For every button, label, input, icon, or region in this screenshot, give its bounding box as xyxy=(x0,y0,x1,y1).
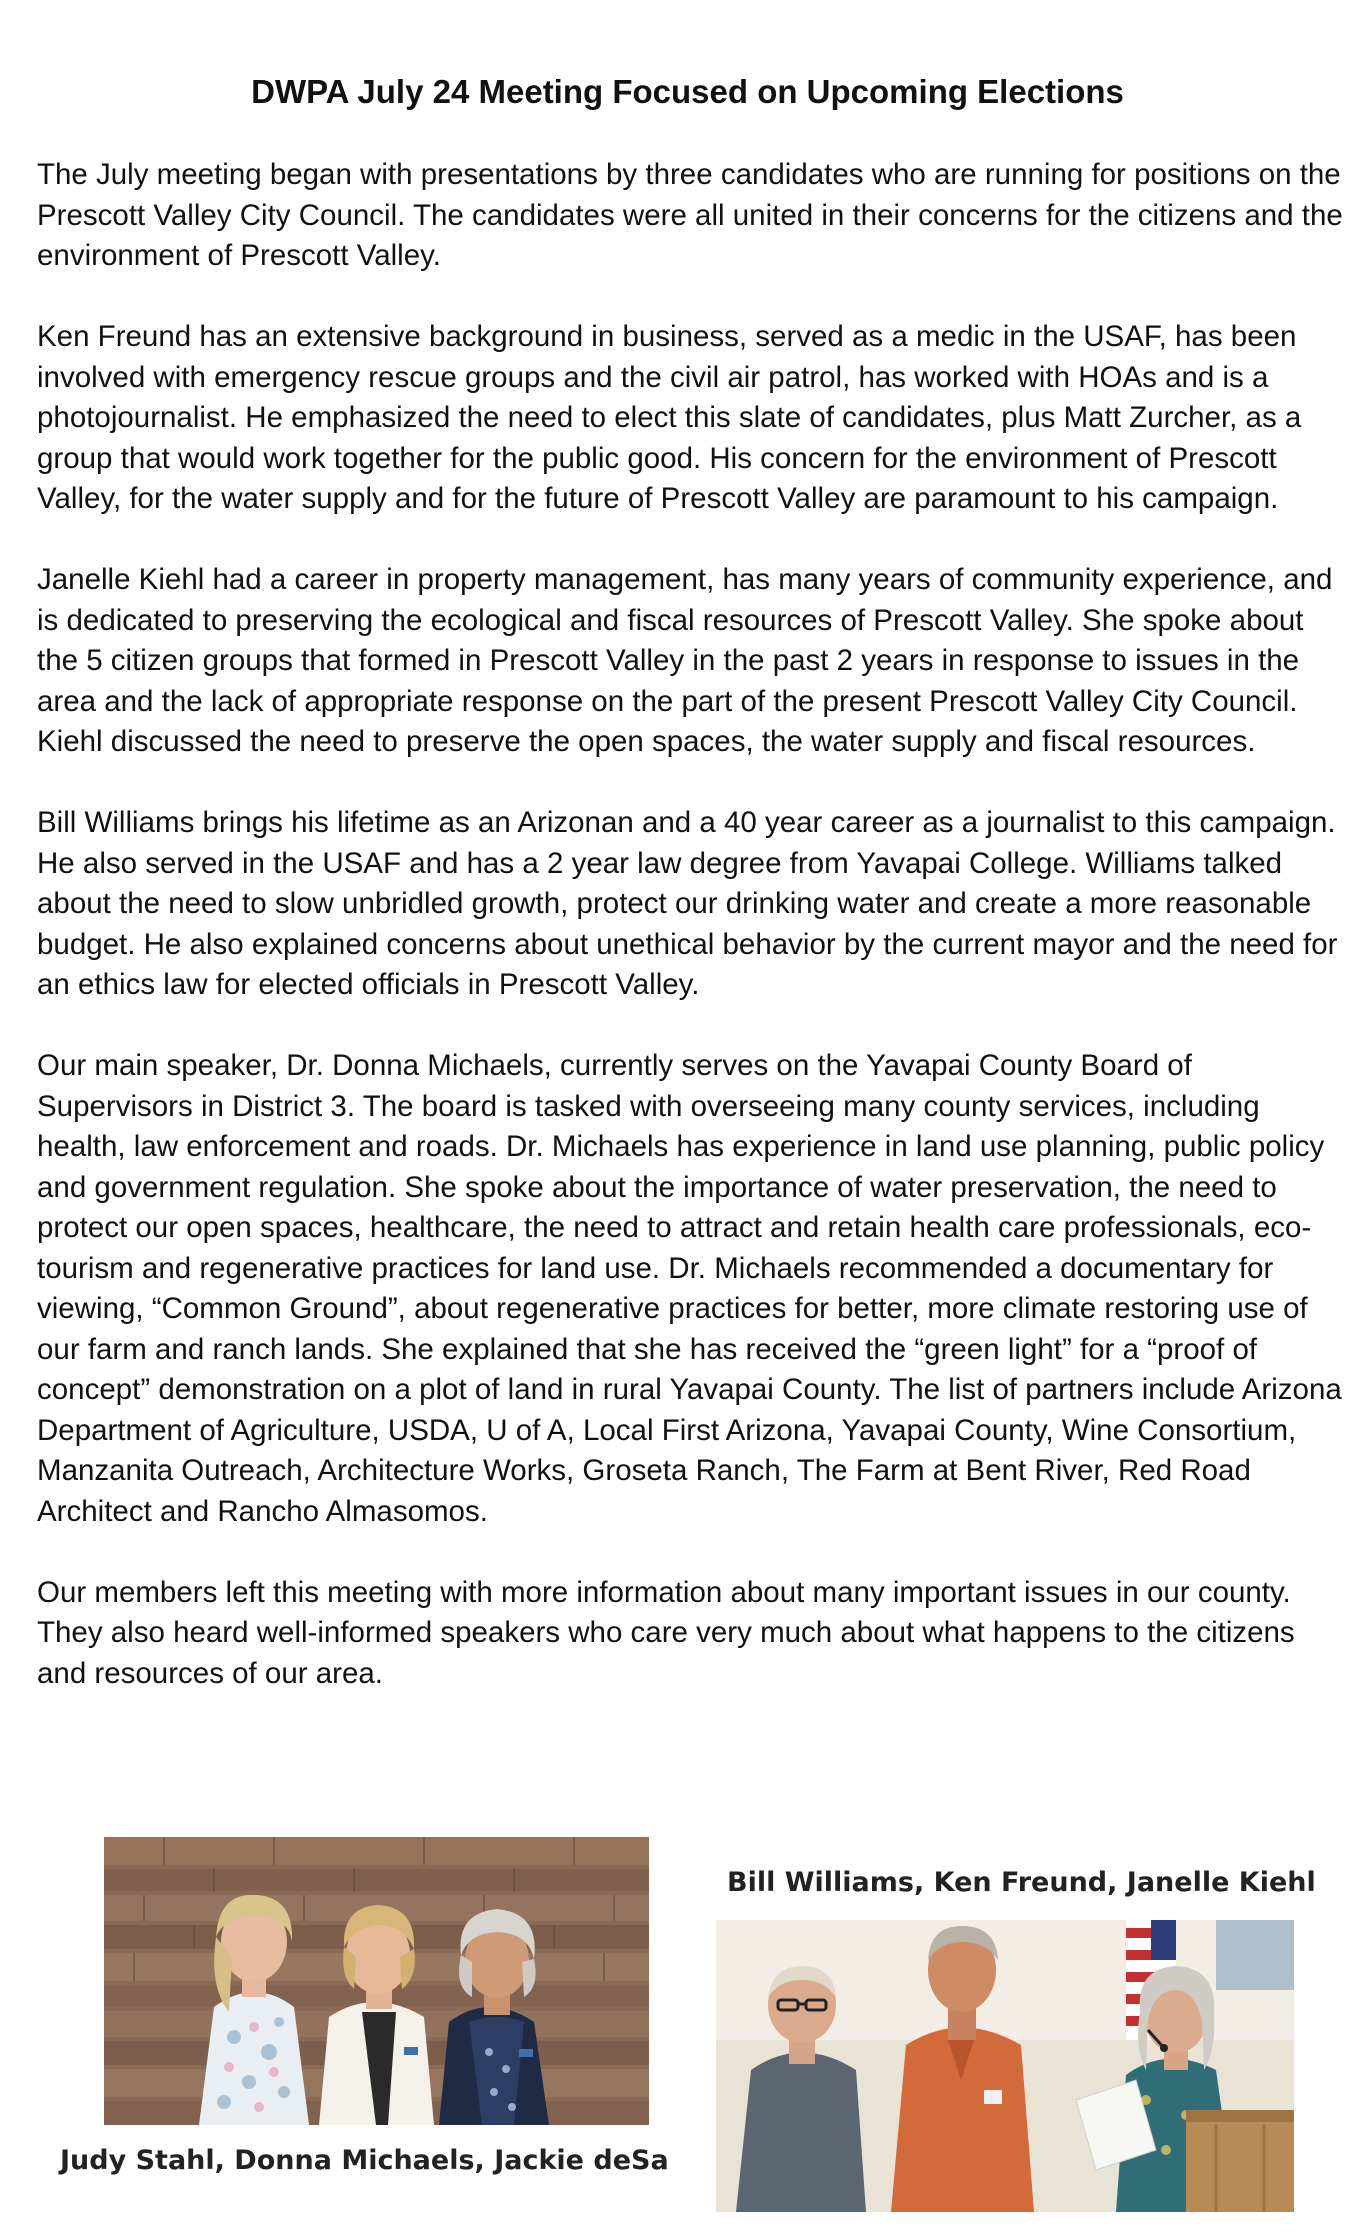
paragraph-janelle-kiehl: Janelle Kiehl had a career in property management, has many years of community experience, and is dedicated to preserving the ecological and fiscal resources of Prescott Valley. She spoke about the 5 citizen groups that formed in Prescott Valley in the past 2 years in response to issues in the area and the lack of appropriate response on the part of the present Prescott Valley City Council. Kiehl discussed the need to preserve the open spaces, the water supply and fiscal resources. xyxy=(37,563,1333,758)
article-body xyxy=(37,155,1347,1735)
paragraph-donna-michaels: Our main speaker, Dr. Donna Michaels, currently serves on the Yavapai County Board of Supervisors in District 3. The board is tasked with overseeing many county services, including health, law enforcement and roads. Dr. Michaels has experience in land use planning, public policy and government regulation. She spoke about the importance of water preservation, the need to protect our open spaces, healthcare, the need to attract and retain health care professionals, eco-tourism and regenerative practices for land use. Dr. Michaels recommended a documentary for viewing, “Common Ground”, about regenerative practices for better, more climate restoring use of our farm and ranch lands. She explained that she has received the “green light” for a “proof of concept” demonstration on a plot of land in rural Yavapai County. The list of partners include Arizona Department of Agriculture, USDA, U of A, Local First Arizona, Yavapai County, Wine Consortium, Manzanita Outreach, Architecture Works, Groseta Ranch, The Farm at Bent River, Red Road Architect and Rancho Almasomos. xyxy=(37,1049,1342,1528)
group-photo-left xyxy=(104,1837,649,2125)
photo-caption-right: Bill Williams, Ken Freund, Janelle Kiehl xyxy=(727,1867,1316,1898)
paragraph-ken-freund: Ken Freund has an extensive background in business, served as a medic in the USAF, has been involved with emergency rescue groups and the civil air patrol, has worked with HOAs and is a photojournalist. He emphasized the need to elect this slate of candidates, plus Matt Zurcher, as a group that would work together for the public good. His concern for the environment of Prescott Valley, for the water supply and for the future of Prescott Valley are paramount to his campaign. xyxy=(37,320,1302,515)
article-title: DWPA July 24 Meeting Focused on Upcoming Elections xyxy=(251,73,1124,110)
photo-caption-left: Judy Stahl, Donna Michaels, Jackie deSa xyxy=(60,2145,669,2176)
paragraph-bill-williams: Bill Williams brings his lifetime as an Arizonan and a 40 year career as a journalist to this campaign. He also served in the USAF and has a 2 year law degree from Yavapai College. Williams talked about the need to slow unbridled growth, protect our drinking water and create a more reasonable budget. He also explained concerns about unethical behavior by the current mayor and the need for an ethics law for elected officials in Prescott Valley. xyxy=(37,806,1338,1001)
paragraph-closing: Our members left this meeting with more information about many important issues in our county. They also heard well-informed speakers who care very much about what happens to the citizens and resources of our area. xyxy=(37,1575,1295,1690)
paragraph-intro: The July meeting began with presentations by three candidates who are running for positions on the Prescott Valley City Council. The candidates were all united in their concerns for the citizens and the environment of Prescott Valley. xyxy=(37,158,1343,272)
group-photo-right xyxy=(716,1920,1294,2212)
podium xyxy=(1186,2110,1294,2212)
